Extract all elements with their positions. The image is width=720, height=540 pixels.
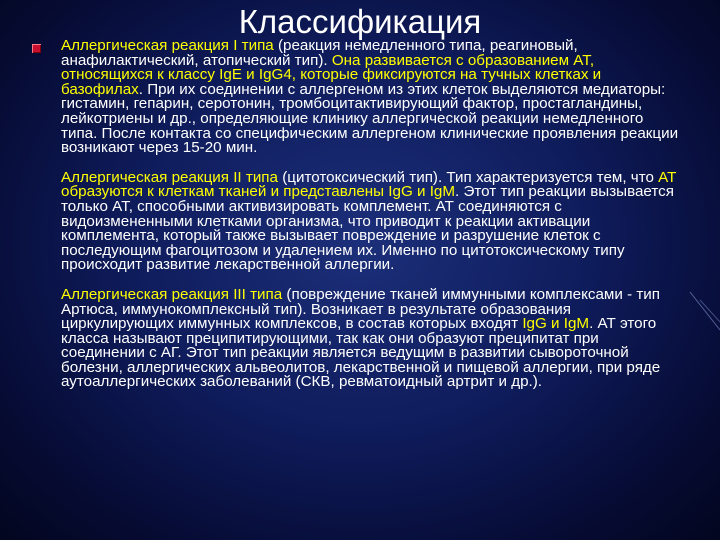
paragraph-text: (повреждение тканей иммунными комплексами - тип Артюса, иммунокомплексный тип). Возникает в результате образования циркулирующих иммунных комплексов, в состав которых входят (61, 285, 661, 333)
decorative-line (700, 300, 720, 322)
slide-title: Классификация (238, 3, 482, 40)
paragraph-text: . При их соединении с аллергеном из этих клеток выделяются медиаторы: гистамин, гепарин, серотонин, тромбоцитактивирующий фактор, простагландины, лейкотриены и др., определяющие клинику аллергической реакции немедленного типа. После контакта со специфическим аллергеном клинические проявления реакции возникают через 15-20 мин. (61, 80, 679, 157)
type-2-heading: Аллергическая реакция II типа (61, 168, 278, 186)
slide-body (61, 39, 683, 390)
paragraph-text: . АТ этого класса называют преципитирующими, так как они образуют преципитат при соединении с АГ. Этот тип реакции является ведущим в развитии сывороточной болезни, аллергических альвеолитов, лекарственной и пищевой аллергии, при ряде аутоаллергических заболеваний (СКВ, ревматоидный артрит и др.). (61, 315, 661, 391)
highlighted-text: IgG и IgM (522, 315, 590, 333)
decorative-line (690, 292, 720, 330)
type-1-heading: Аллергическая реакция I типа (61, 37, 274, 54)
type-3-heading: Аллергическая реакция III типа (61, 285, 283, 303)
paragraph-text: . Этот тип реакции вызывается только АТ, способными активизировать комплемент. АТ соединяются с видоизмененными клетками организма, что приводит к реакции активации комплемента, который также вызывает повреждение и разрушение клеток с последующим фагоцитозом и удалением их. Именно по цитотоксическому типу происходит развитие лекарственной аллергии. (61, 183, 674, 274)
paragraph-type-3 (61, 285, 683, 391)
highlighted-text: АТ образуются к клеткам тканей и представлены IgG и IgM (61, 168, 677, 201)
paragraph-type-1 (61, 39, 683, 156)
bullet-square-icon (32, 44, 41, 53)
paragraph-type-2 (61, 168, 683, 274)
highlighted-text: Она развивается с образованием АТ, относящихся к классу IgE и IgG4, которые фиксируются на тучных клетках и базофилах (61, 51, 602, 98)
paragraph-text: (реакция немедленного типа, реагиновый, анафилактический, атопический тип). (61, 37, 578, 69)
paragraph-text: (цитотоксический тип). Тип характеризуется тем, что (277, 168, 659, 186)
